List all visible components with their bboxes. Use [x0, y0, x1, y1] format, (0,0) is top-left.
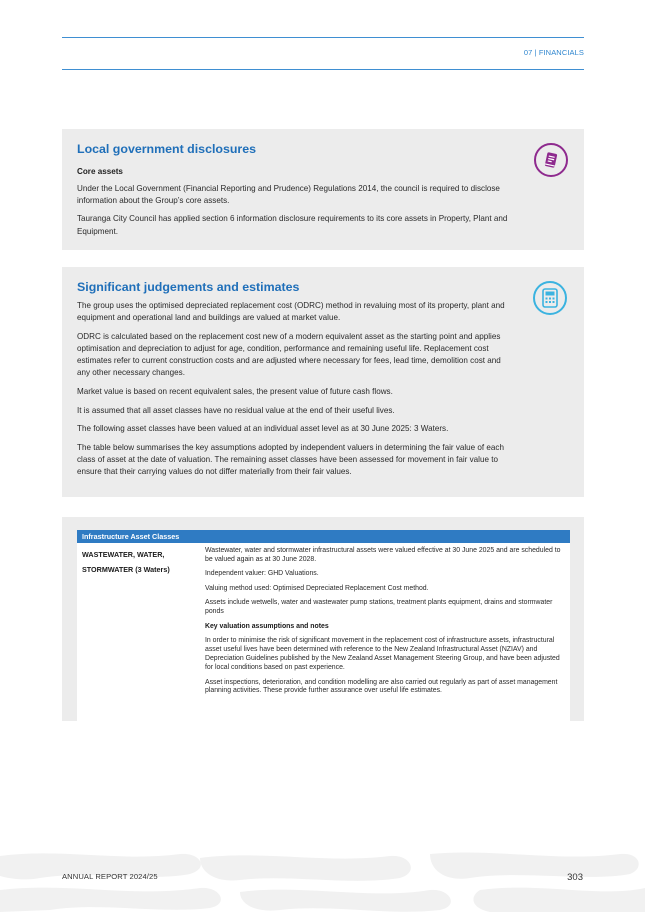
paragraph: Tauranga City Council has applied section 6 information disclosure requirements to its core assets in Property, Plant and Equipment. [77, 214, 508, 236]
table-row [77, 543, 570, 723]
calculator-icon [533, 281, 567, 315]
judgements-panel [62, 267, 584, 497]
core-assets-heading: Core assets [77, 167, 123, 176]
row-content [205, 547, 563, 702]
judgements-body [77, 300, 512, 485]
paragraph: Market value is based on recent equivalent sales, the present value of future cash flows. [77, 387, 393, 396]
asset-table-panel [62, 517, 584, 721]
disclosures-panel [62, 129, 584, 250]
paragraph: ODRC is calculated based on the replacement cost new of a modern equivalent asset as the starting point and applies optimisation and depreciation to adjust for age, condition, performance and remaining useful life. Replacement cost estimates refer to current construction costs and are adjusted where necessary for fees, lead time, demolition cost and any other necessary changes. [77, 331, 501, 378]
row-label: WASTEWATER, WATER, STORMWATER (3 Waters) [82, 550, 170, 574]
section-label: 07 | FINANCIALS [523, 48, 584, 57]
row-paragraph: Asset inspections, deterioration, and condition modelling are also carried out regularly as part of asset management planning activities. These provide further assurance over useful life estimates. [205, 678, 558, 695]
paragraph: Under the Local Government (Financial Reporting and Prudence) Regulations 2014, the council is required to disclose information about the Group’s core assets. [77, 183, 500, 205]
page-number: 303 [567, 872, 583, 883]
row-paragraph: Valuing method used: Optimised Depreciated Replacement Cost method. [205, 584, 429, 592]
assumptions-heading: Key valuation assumptions and notes [205, 622, 329, 630]
row-paragraph: Wastewater, water and stormwater infrastructural assets were valued effective at 30 June 2025 and are scheduled to be valued again as at 30 June 2028. [205, 547, 561, 563]
paragraph: The following asset classes have been valued at an individual asset level as at 30 June 2025: 3 Waters. [77, 424, 449, 434]
paragraph: It is assumed that all asset classes have no residual value at the end of their useful lives. [77, 405, 395, 415]
book-icon [534, 143, 568, 177]
row-paragraph: In order to minimise the risk of significant movement in the replacement cost of infrastructure assets, infrastructural asset useful lives have been determined with reference to the New Zealand Infrastructural Asset (NZIAV) and Depreciation Guidelines published by the New Zealand Asset Management Steering Group, and have been adjusted for local conditions based on past experience. [205, 637, 560, 672]
header-rule-top [62, 37, 584, 38]
row-paragraph: Independent valuer: GHD Valuations. [205, 570, 319, 578]
header-rule-bottom [62, 69, 584, 70]
report-title: ANNUAL REPORT 2024/25 [62, 872, 158, 881]
paragraph: The group uses the optimised depreciated replacement cost (ODRC) method in revaluing most of its property, plant and equipment and operational land and buildings are valued at market value. [77, 301, 505, 323]
row-paragraph: Assets include wetwells, water and wastewater pump stations, treatment plants equipment, drains and stormwater ponds [205, 599, 553, 616]
judgements-title: Significant judgements and estimates [77, 280, 300, 294]
disclosures-title: Local government disclosures [77, 142, 257, 156]
disclosures-body [77, 166, 512, 244]
asset-table [77, 530, 570, 723]
paragraph: The table below summarises the key assumptions adopted by independent valuers in determining the fair value of each class of asset at the date of valuation. The remaining asset classes have been assessed for movement in fair value to ensure that their carrying values do not differ materially from their fair values. [77, 442, 504, 477]
table-header: Infrastructure Asset Classes [77, 530, 570, 543]
